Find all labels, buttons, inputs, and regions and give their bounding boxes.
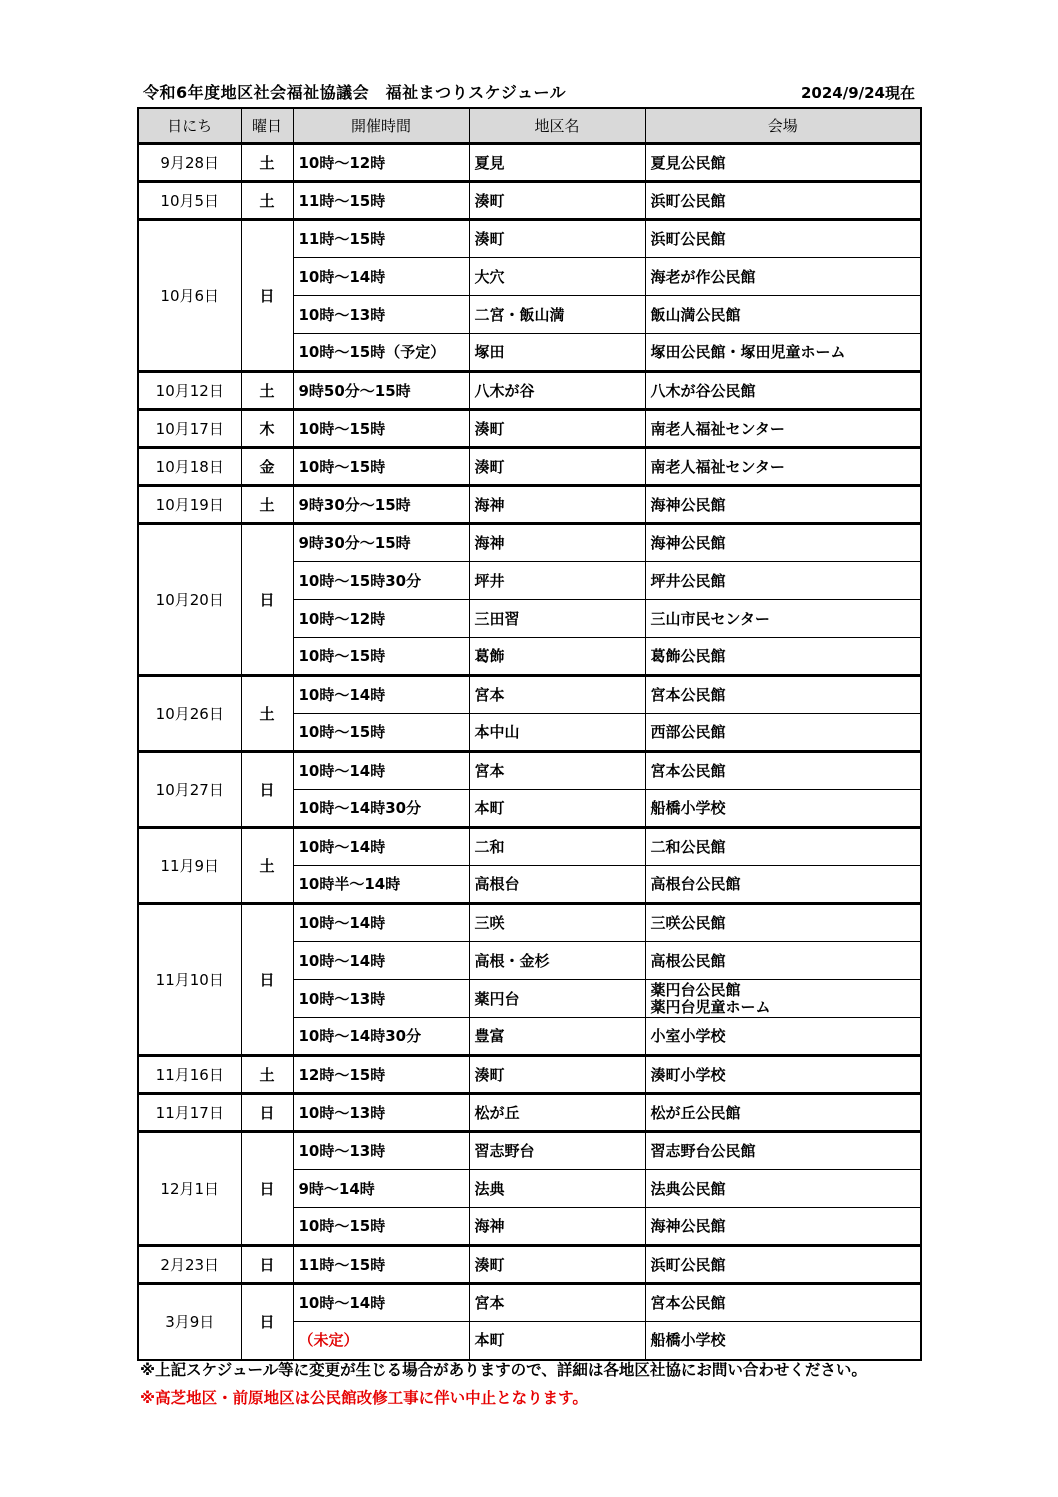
cell-date: 10月18日 — [138, 448, 241, 486]
cell-day: 土 — [241, 676, 293, 752]
table-row — [138, 524, 921, 562]
cell-day: 日 — [241, 1132, 293, 1246]
cell-day: 土 — [241, 486, 293, 524]
cell-venue: 松が丘公民館 — [645, 1094, 921, 1132]
cell-time: 10時～15時 — [293, 638, 469, 676]
cell-venue: 法典公民館 — [645, 1170, 921, 1208]
cell-district: 習志野台 — [469, 1132, 645, 1170]
cell-venue: 二和公民館 — [645, 828, 921, 866]
cell-district: 湊町 — [469, 220, 645, 258]
cell-venue: 夏見公民館 — [645, 144, 921, 182]
cell-venue: 小室小学校 — [645, 1018, 921, 1056]
table-row — [138, 448, 921, 486]
cell-day: 日 — [241, 752, 293, 828]
cell-venue: 西部公民館 — [645, 714, 921, 752]
cell-venue: 海神公民館 — [645, 1208, 921, 1246]
cell-date: 10月6日 — [138, 220, 241, 372]
table-row — [138, 220, 921, 258]
cell-time: 10時～13時 — [293, 980, 469, 1018]
cell-date: 10月12日 — [138, 372, 241, 410]
cell-time: 10時～12時 — [293, 600, 469, 638]
cell-district: 宮本 — [469, 752, 645, 790]
cell-venue: 船橋小学校 — [645, 1322, 921, 1360]
cell-district: 湊町 — [469, 410, 645, 448]
cell-venue: 船橋小学校 — [645, 790, 921, 828]
cell-district: 湊町 — [469, 448, 645, 486]
cell-day: 土 — [241, 182, 293, 220]
table-row — [138, 676, 921, 714]
cell-district: 湊町 — [469, 182, 645, 220]
column-header-venue: 会場 — [645, 108, 921, 144]
cell-time: 10時～15時 — [293, 448, 469, 486]
cell-district: 二宮・飯山満 — [469, 296, 645, 334]
cell-venue: 葛飾公民館 — [645, 638, 921, 676]
table-row — [138, 410, 921, 448]
cell-venue: 坪井公民館 — [645, 562, 921, 600]
table-row — [138, 1094, 921, 1132]
notes — [140, 1360, 940, 1416]
cell-time: 10時～14時30分 — [293, 1018, 469, 1056]
cell-time: 10時～13時 — [293, 1132, 469, 1170]
column-header-date: 日にち — [138, 108, 241, 144]
cell-time: 10時～14時30分 — [293, 790, 469, 828]
cell-district: 松が丘 — [469, 1094, 645, 1132]
cell-venue — [645, 980, 921, 1018]
cell-time: 11時～15時 — [293, 182, 469, 220]
cell-venue: 海老が作公民館 — [645, 258, 921, 296]
venue-line: 薬円台公民館 — [650, 980, 741, 999]
cell-district: 二和 — [469, 828, 645, 866]
cell-venue: 南老人福祉センター — [645, 448, 921, 486]
cell-time: 10時～14時 — [293, 828, 469, 866]
cell-venue: 習志野台公民館 — [645, 1132, 921, 1170]
cell-time: 10時～15時 — [293, 714, 469, 752]
cell-time: （未定） — [293, 1322, 469, 1360]
cell-district: 大穴 — [469, 258, 645, 296]
cell-day: 土 — [241, 144, 293, 182]
cell-date: 10月26日 — [138, 676, 241, 752]
cell-time: 10時～14時 — [293, 258, 469, 296]
cell-day: 日 — [241, 904, 293, 1056]
cell-time: 10時半～14時 — [293, 866, 469, 904]
cell-venue: 高根公民館 — [645, 942, 921, 980]
cell-venue: 宮本公民館 — [645, 1284, 921, 1322]
cell-time: 10時～15時 — [293, 1208, 469, 1246]
cell-time: 9時30分～15時 — [293, 524, 469, 562]
cell-day: 日 — [241, 524, 293, 676]
cell-district: 薬円台 — [469, 980, 645, 1018]
cell-date: 10月19日 — [138, 486, 241, 524]
table-row — [138, 144, 921, 182]
cell-day: 金 — [241, 448, 293, 486]
cell-venue: 宮本公民館 — [645, 752, 921, 790]
cell-district: 法典 — [469, 1170, 645, 1208]
cell-day: 日 — [241, 1246, 293, 1284]
cell-day: 木 — [241, 410, 293, 448]
cell-day: 日 — [241, 220, 293, 372]
cell-district: 夏見 — [469, 144, 645, 182]
cell-time: 12時～15時 — [293, 1056, 469, 1094]
cell-venue: 浜町公民館 — [645, 1246, 921, 1284]
table-row — [138, 182, 921, 220]
cell-district: 湊町 — [469, 1056, 645, 1094]
cell-district: 湊町 — [469, 1246, 645, 1284]
table-row — [138, 486, 921, 524]
cell-district: 宮本 — [469, 1284, 645, 1322]
cell-day: 土 — [241, 372, 293, 410]
cell-date: 11月10日 — [138, 904, 241, 1056]
cell-date: 10月27日 — [138, 752, 241, 828]
cell-district: 高根・金杉 — [469, 942, 645, 980]
table-row — [138, 752, 921, 790]
page-title: 令和6年度地区社会福祉協議会 福祉まつりスケジュール — [143, 83, 567, 102]
cell-date: 11月17日 — [138, 1094, 241, 1132]
cell-time: 10時～14時 — [293, 752, 469, 790]
table-header-row — [138, 108, 921, 144]
cell-time: 10時～14時 — [293, 1284, 469, 1322]
cell-district: 海神 — [469, 486, 645, 524]
cell-date: 10月5日 — [138, 182, 241, 220]
cell-venue: 湊町小学校 — [645, 1056, 921, 1094]
cell-time: 9時50分～15時 — [293, 372, 469, 410]
cell-venue: 八木が谷公民館 — [645, 372, 921, 410]
cell-time: 9時30分～15時 — [293, 486, 469, 524]
schedule-table — [137, 107, 922, 1361]
cell-time: 11時～15時 — [293, 220, 469, 258]
cell-district: 本中山 — [469, 714, 645, 752]
table-row — [138, 904, 921, 942]
cell-day: 土 — [241, 1056, 293, 1094]
cell-district: 高根台 — [469, 866, 645, 904]
table-row — [138, 1056, 921, 1094]
cell-time: 10時～13時 — [293, 296, 469, 334]
cell-venue: 海神公民館 — [645, 524, 921, 562]
cell-venue: 三咲公民館 — [645, 904, 921, 942]
cell-venue: 南老人福祉センター — [645, 410, 921, 448]
table-row — [138, 1284, 921, 1322]
as-of-date: 2024/9/24現在 — [800, 84, 915, 102]
cell-district: 塚田 — [469, 334, 645, 372]
cell-date: 9月28日 — [138, 144, 241, 182]
cell-date: 10月20日 — [138, 524, 241, 676]
cell-district: 本町 — [469, 790, 645, 828]
cell-time: 10時～14時 — [293, 904, 469, 942]
cell-time: 10時～15時 — [293, 410, 469, 448]
cell-day: 土 — [241, 828, 293, 904]
cell-date: 12月1日 — [138, 1132, 241, 1246]
cell-date: 10月17日 — [138, 410, 241, 448]
table-row — [138, 828, 921, 866]
change-notice: ※上記スケジュール等に変更が生じる場合がありますので、詳細は各地区社協にお問い合わせください。 — [140, 1361, 867, 1379]
cell-time: 10時～15時（予定） — [293, 334, 469, 372]
cancel-notice: ※高芝地区・前原地区は公民館改修工事に伴い中止となります。 — [140, 1389, 588, 1407]
cell-date: 2月23日 — [138, 1246, 241, 1284]
venue-line: 薬円台児童ホーム — [650, 997, 771, 1016]
cell-venue: 飯山満公民館 — [645, 296, 921, 334]
table-row — [138, 372, 921, 410]
cell-venue: 三山市民センター — [645, 600, 921, 638]
cell-day: 日 — [241, 1094, 293, 1132]
cell-venue: 宮本公民館 — [645, 676, 921, 714]
cell-district: 八木が谷 — [469, 372, 645, 410]
cell-time: 10時～14時 — [293, 676, 469, 714]
table-row — [138, 1132, 921, 1170]
cell-time: 10時～15時30分 — [293, 562, 469, 600]
schedule-body — [138, 144, 921, 1360]
cell-time: 10時～12時 — [293, 144, 469, 182]
cell-district: 宮本 — [469, 676, 645, 714]
cell-district: 三咲 — [469, 904, 645, 942]
cell-district: 海神 — [469, 524, 645, 562]
cell-day: 日 — [241, 1284, 293, 1360]
cell-venue: 海神公民館 — [645, 486, 921, 524]
table-row — [138, 1246, 921, 1284]
cell-time: 9時～14時 — [293, 1170, 469, 1208]
column-header-district: 地区名 — [469, 108, 645, 144]
cell-time: 11時～15時 — [293, 1246, 469, 1284]
cell-venue: 浜町公民館 — [645, 182, 921, 220]
cell-date: 11月16日 — [138, 1056, 241, 1094]
cell-district: 坪井 — [469, 562, 645, 600]
cell-district: 三田習 — [469, 600, 645, 638]
cell-time: 10時～13時 — [293, 1094, 469, 1132]
cell-time: 10時～14時 — [293, 942, 469, 980]
cell-date: 11月9日 — [138, 828, 241, 904]
column-header-day: 曜日 — [241, 108, 293, 144]
cell-venue: 浜町公民館 — [645, 220, 921, 258]
cell-district: 葛飾 — [469, 638, 645, 676]
cell-district: 海神 — [469, 1208, 645, 1246]
cell-district: 豊富 — [469, 1018, 645, 1056]
column-header-time: 開催時間 — [293, 108, 469, 144]
cell-district: 本町 — [469, 1322, 645, 1360]
cell-venue: 塚田公民館・塚田児童ホーム — [645, 334, 921, 372]
cell-venue: 高根台公民館 — [645, 866, 921, 904]
cell-date: 3月9日 — [138, 1284, 241, 1360]
